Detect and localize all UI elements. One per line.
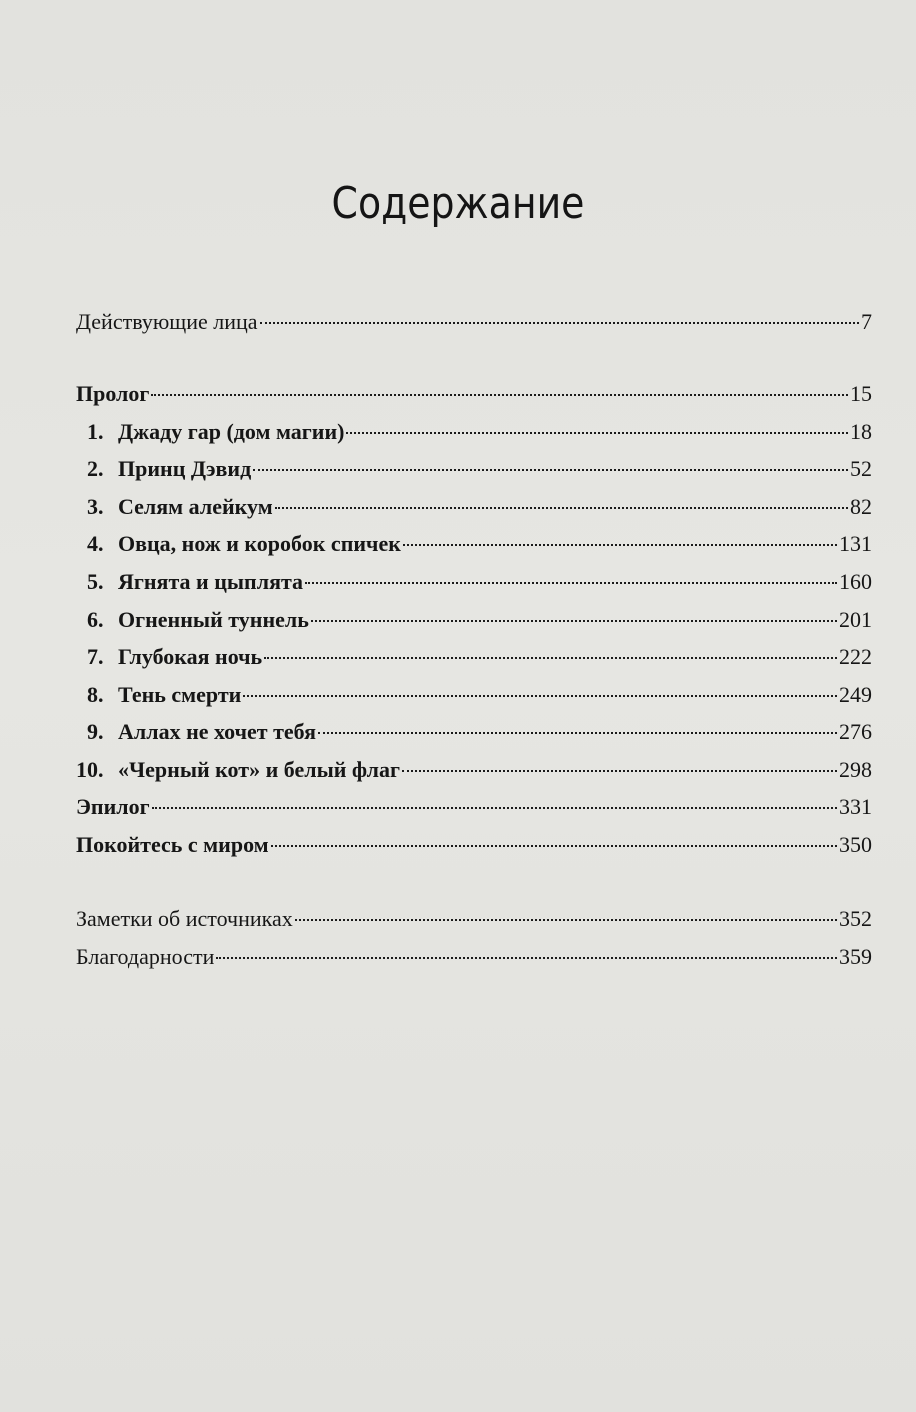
page-title: Содержание xyxy=(331,178,585,229)
toc-entry xyxy=(76,943,872,971)
toc-entry-page: 18 xyxy=(850,419,872,444)
toc-entry-page: 249 xyxy=(839,682,872,707)
toc-entry-number: 9. xyxy=(87,719,104,744)
toc-leader-dots xyxy=(346,432,848,434)
toc-entry-label: «Черный кот» и белый флаг xyxy=(118,757,400,782)
toc-entry-page: 15 xyxy=(850,381,872,406)
toc-leader-dots xyxy=(216,957,837,959)
toc-entry xyxy=(76,418,872,446)
toc-entry xyxy=(76,831,872,859)
toc-entry-number: 8. xyxy=(87,682,104,707)
toc-leader-dots xyxy=(275,507,848,509)
toc-entry-page: 160 xyxy=(839,569,872,594)
toc-leader-dots xyxy=(305,582,837,584)
toc-leader-dots xyxy=(318,732,837,734)
toc-leader-dots xyxy=(295,919,837,921)
toc-entry-page: 7 xyxy=(861,309,872,334)
toc-entry xyxy=(76,643,872,671)
toc-entry-number: 3. xyxy=(87,494,104,519)
toc-leader-dots xyxy=(402,770,837,772)
toc-entry-page: 222 xyxy=(839,644,872,669)
toc-entry-label: Селям алейкум xyxy=(118,494,273,519)
toc-entry-page: 298 xyxy=(839,757,872,782)
toc-entry-label: Благодарности xyxy=(76,944,215,969)
toc-entry-label: Аллах не хочет тебя xyxy=(118,719,317,744)
toc-entry-number: 10. xyxy=(76,757,104,782)
toc-entry-page: 52 xyxy=(850,456,872,481)
toc-entry-label: Овца, нож и коробок спичек xyxy=(118,531,401,556)
toc-leader-dots xyxy=(271,845,837,847)
toc-leader-dots xyxy=(264,657,837,659)
toc-entry-label: Огненный туннель xyxy=(118,607,309,632)
toc-entry-page: 359 xyxy=(839,944,872,969)
toc-entry-page: 131 xyxy=(839,531,872,556)
toc-entry-page: 331 xyxy=(839,794,872,819)
toc-entry xyxy=(76,568,872,596)
toc-entry-label: Действующие лица xyxy=(76,309,258,334)
toc-entry-number: 6. xyxy=(87,607,104,632)
toc-entry xyxy=(76,681,872,709)
toc-entry xyxy=(76,530,872,558)
toc-entry xyxy=(76,455,872,483)
toc-entry-number: 2. xyxy=(87,456,104,481)
toc-entry-label: Пролог xyxy=(76,381,150,406)
toc-entry-page: 352 xyxy=(839,906,872,931)
toc-entry xyxy=(76,493,872,521)
toc-entry-number: 5. xyxy=(87,569,104,594)
toc-entry-number: 4. xyxy=(87,531,104,556)
toc-entry-label: Заметки об источниках xyxy=(76,906,293,931)
toc-entry-label: Эпилог xyxy=(76,794,150,819)
toc-leader-dots xyxy=(243,695,837,697)
toc-leader-dots xyxy=(260,322,859,324)
toc-entry-label: Глубокая ночь xyxy=(118,644,263,669)
toc-entry-label: Принц Дэвид xyxy=(118,456,252,481)
toc-leader-dots xyxy=(151,394,848,396)
toc-entry xyxy=(76,606,872,634)
toc-leader-dots xyxy=(253,469,848,471)
toc-entry-label: Покойтесь с миром xyxy=(76,832,269,857)
toc-leader-dots xyxy=(403,544,837,546)
toc-entry-page: 201 xyxy=(839,607,872,632)
toc-entry xyxy=(76,905,872,933)
toc-entry-page: 350 xyxy=(839,832,872,857)
toc-entry xyxy=(76,380,872,408)
toc-entry-page: 82 xyxy=(850,494,872,519)
toc-entry-page: 276 xyxy=(839,719,872,744)
toc-entry xyxy=(76,718,872,746)
toc-entry xyxy=(76,308,872,336)
toc-entry-label: Джаду гар (дом магии) xyxy=(118,419,345,444)
toc-entry-number: 1. xyxy=(87,419,104,444)
toc-entry-label: Ягнята и цыплята xyxy=(118,569,304,594)
toc-entry xyxy=(76,756,872,784)
toc-leader-dots xyxy=(152,807,837,809)
toc-leader-dots xyxy=(311,620,837,622)
toc-entry xyxy=(76,793,872,821)
toc-entry-label: Тень смерти xyxy=(118,682,242,707)
toc-entry-number: 7. xyxy=(87,644,104,669)
